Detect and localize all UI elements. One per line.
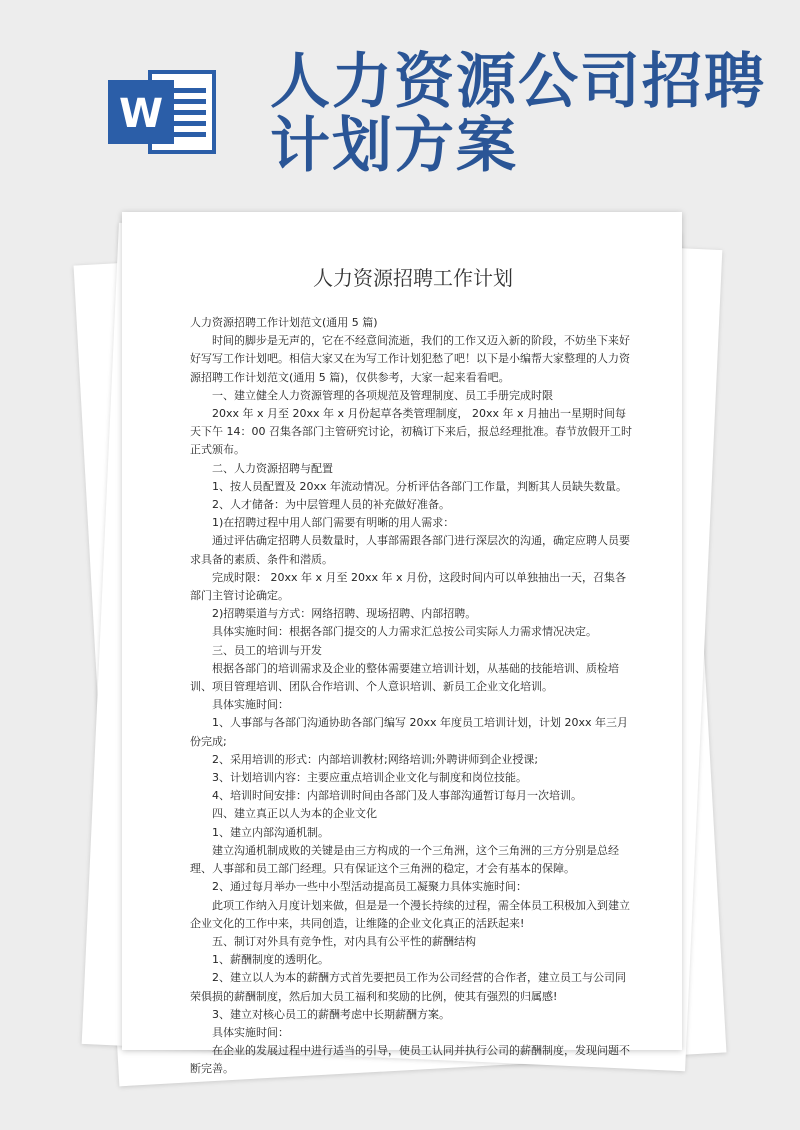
document-paragraph: 3、建立对核心员工的薪酬考虑中长期薪酬方案。 <box>212 1007 450 1021</box>
document-paragraph: 通过评估确定招聘人员数量时，人事部需跟各部门进行深层次的沟通，确定应聘人员要求具备的素质、条件和潜质。 <box>190 534 630 566</box>
document-paragraph: 2、通过每月举办一些中小型活动提高员工凝聚力具体实施时间： <box>212 880 527 894</box>
document-paragraph: 2、人才储备：为中层管理人员的补充做好准备。 <box>212 498 450 512</box>
document-paragraph: 20xx 年 x 月至 20xx 年 x 月份起草各类管理制度， 20xx 年 x 月抽出一星期时间每天下午 14：00 召集各部门主管研究讨论，初稿订下来后，报总经理批准。春节放假开工时正式颁布。 <box>190 407 632 457</box>
document-paragraphs <box>190 314 636 1079</box>
document-paragraph: 2、采用培训的形式：内部培训教材;网络培训;外聘讲师到企业授课; <box>212 752 539 766</box>
document-paragraph: 具体实施时间： <box>212 1025 289 1039</box>
banner-title-line-2: 计划方案 <box>270 111 518 181</box>
document-paragraph: 1、建立内部沟通机制。 <box>212 825 329 839</box>
document-paragraph: 人力资源招聘工作计划范文(通用 5 篇) <box>190 316 378 329</box>
document-paragraph: 建立沟通机制成败的关键是由三方构成的一个三角洲，这个三角洲的三方分别是总经理、人事部和员工部门经理。只有保证这个三角洲的稳定，才会有基本的保障。 <box>190 843 619 876</box>
document-paragraph: 二、人力资源招聘与配置 <box>212 461 333 475</box>
word-document-icon <box>108 66 218 158</box>
document-paragraph: 3、计划培训内容：主要应重点培训企业文化与制度和岗位技能。 <box>212 771 527 785</box>
document-paragraph: 1、薪酬制度的透明化。 <box>212 953 329 967</box>
document-paragraph: 四、建立真正以人为本的企业文化 <box>212 807 377 821</box>
document-paragraph: 一、建立健全人力资源管理的各项规范及管理制度、员工手册完成时限 <box>212 388 553 402</box>
document-paragraph: 五、制订对外具有竞争性，对内具有公平性的薪酬结构 <box>212 934 476 948</box>
logo-letter: W <box>118 91 164 137</box>
banner-title-line-1: 人力资源公司招聘 <box>270 47 766 117</box>
document-paragraph: 1、按人员配置及 20xx 年流动情况。分析评估各部门工作量，判断其人员缺失数量。 <box>212 479 628 493</box>
document-paragraph: 1、人事部与各部门沟通协助各部门编写 20xx 年度员工培训计划，计划 20xx 年三月份完成; <box>190 716 629 748</box>
document-body <box>190 254 636 1079</box>
document-paragraph: 此项工作纳入月度计划来做，但是是一个漫长持续的过程，需全体员工积极加入到建立企业文化的工作中来，共同创造，让维隆的企业文化真正的活跃起来! <box>190 898 630 930</box>
document-paragraph: 2、建立以人为本的薪酬方式首先要把员工作为公司经营的合作者，建立员工与公司同荣俱损的薪酬制度，然后加大员工福利和奖励的比例，使其有强烈的归属感! <box>190 971 626 1003</box>
banner <box>0 0 800 215</box>
document-paragraph: 根据各部门的培训需求及企业的整体需要建立培训计划，从基础的技能培训、质检培训、项目管理培训、团队合作培训、个人意识培训、新员工企业文化培训。 <box>190 661 619 694</box>
document-paragraph: 在企业的发展过程中进行适当的引导，使员工认同并执行公司的薪酬制度，发现问题不断完善。 <box>190 1044 630 1076</box>
document-paragraph: 具体实施时间：根据各部门提交的人力需求汇总按公司实际人力需求情况决定。 <box>212 625 597 639</box>
document-paragraph: 4、培训时间安排：内部培训时间由各部门及人事部沟通暂订每月一次培训。 <box>212 789 582 803</box>
document-paragraph: 具体实施时间： <box>212 698 289 712</box>
document-paragraph: 完成时限： 20xx 年 x 月至 20xx 年 x 月份，这段时间内可以单独抽出一天，召集各部门主管讨论确定。 <box>190 570 627 603</box>
document-title: 人力资源招聘工作计划 <box>313 266 513 290</box>
document-paragraph: 1)在招聘过程中用人部门需要有明晰的用人需求： <box>212 516 455 530</box>
document-paragraph: 时间的脚步是无声的，它在不经意间流逝，我们的工作又迈入新的阶段，不妨坐下来好好写写工作计划吧。相信大家又在为写工作计划犯愁了吧！以下是小编帮大家整理的人力资源招聘工作计划范文(通用 5 篇)，仅供参考，大家一起来看看吧。 <box>190 334 630 384</box>
document-paragraph: 三、员工的培训与开发 <box>212 643 322 657</box>
document-paragraph: 2)招聘渠道与方式：网络招聘、现场招聘、内部招聘。 <box>212 607 477 621</box>
